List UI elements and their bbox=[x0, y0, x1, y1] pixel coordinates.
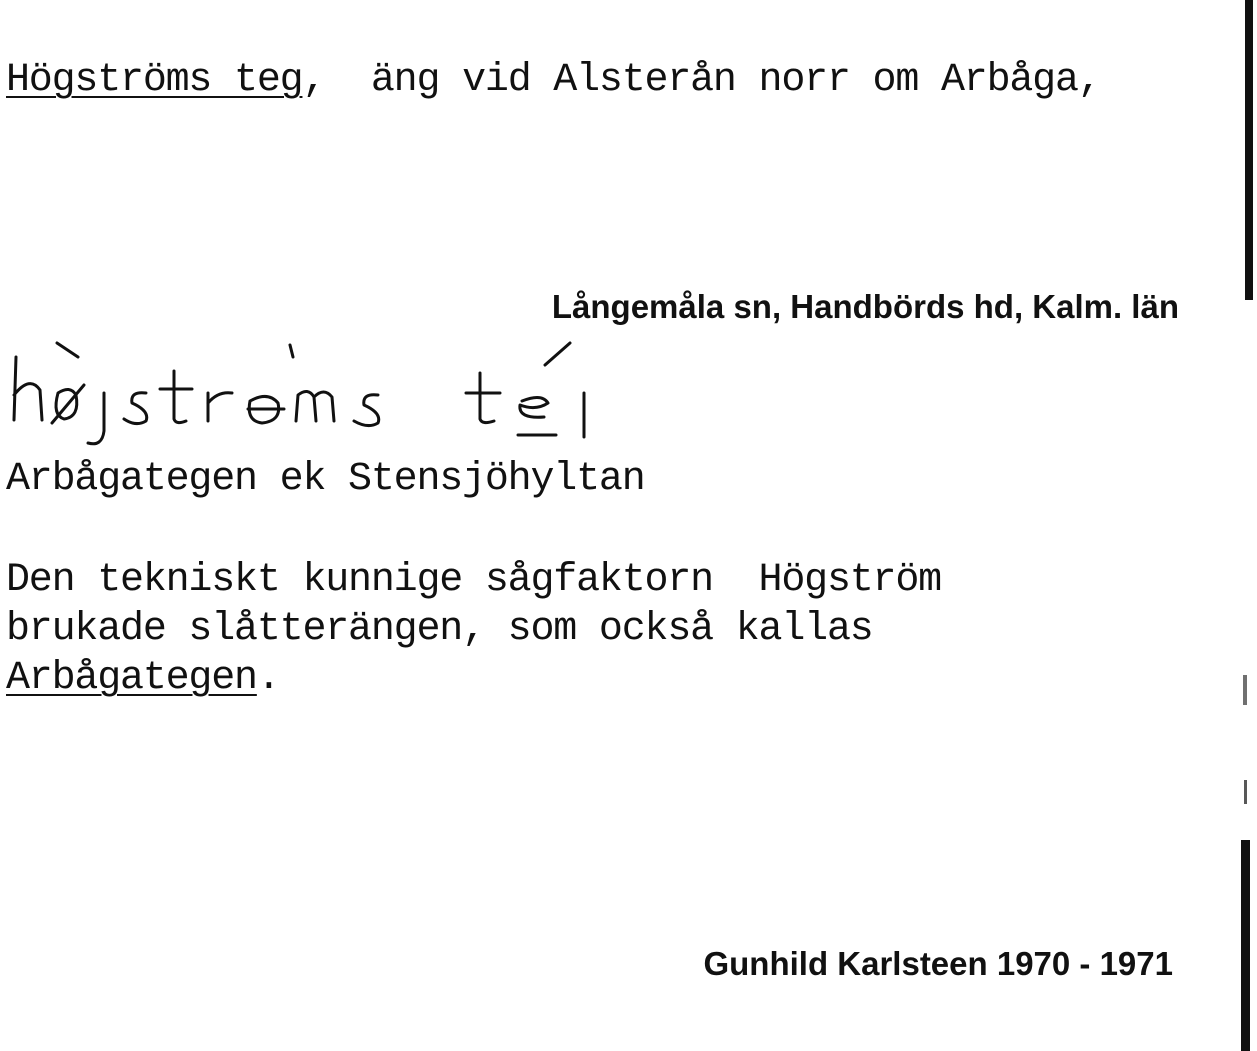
letter-j bbox=[88, 393, 104, 444]
note-line-3-end: . bbox=[256, 656, 280, 701]
card-edge-top bbox=[1245, 0, 1253, 300]
letter-e bbox=[520, 397, 548, 417]
card-edge-mark-2 bbox=[1244, 780, 1247, 804]
parish-line: Långemåla sn, Handbörds hd, Kalm. län bbox=[551, 288, 1179, 325]
handwritten-pronunciation bbox=[0, 335, 640, 455]
letter-r bbox=[208, 393, 232, 421]
acute-accent-mark bbox=[545, 343, 570, 365]
note-line-2: brukade slåtterängen, som också kallas bbox=[6, 607, 873, 652]
place-name: Högströms teg bbox=[6, 58, 303, 103]
collector-credit: Gunhild Karlsteen 1970 - 1971 bbox=[703, 945, 1173, 982]
card-edge-bottom bbox=[1241, 840, 1250, 1051]
note-place-name: Arbågategen bbox=[6, 656, 257, 701]
letter-h bbox=[14, 357, 42, 420]
card-edge-mark bbox=[1243, 675, 1247, 705]
tick-mark bbox=[290, 345, 293, 357]
place-description: , äng vid Alsterån norr om Arbåga, bbox=[302, 58, 1101, 103]
letter-o-slash bbox=[52, 385, 84, 423]
variant-names: Arbågategen ek Stensjöhyltan bbox=[6, 457, 645, 502]
letter-t-2 bbox=[466, 373, 500, 423]
letter-o bbox=[248, 396, 284, 423]
letter-s bbox=[124, 393, 147, 424]
note-line-1: Den tekniskt kunnige sågfaktorn Högström bbox=[6, 558, 941, 603]
grave-accent-mark bbox=[57, 343, 78, 357]
headline bbox=[6, 57, 1101, 105]
note-body bbox=[6, 556, 941, 703]
letter-m bbox=[296, 391, 334, 421]
letter-t bbox=[160, 371, 192, 423]
letter-s-2 bbox=[354, 395, 379, 426]
